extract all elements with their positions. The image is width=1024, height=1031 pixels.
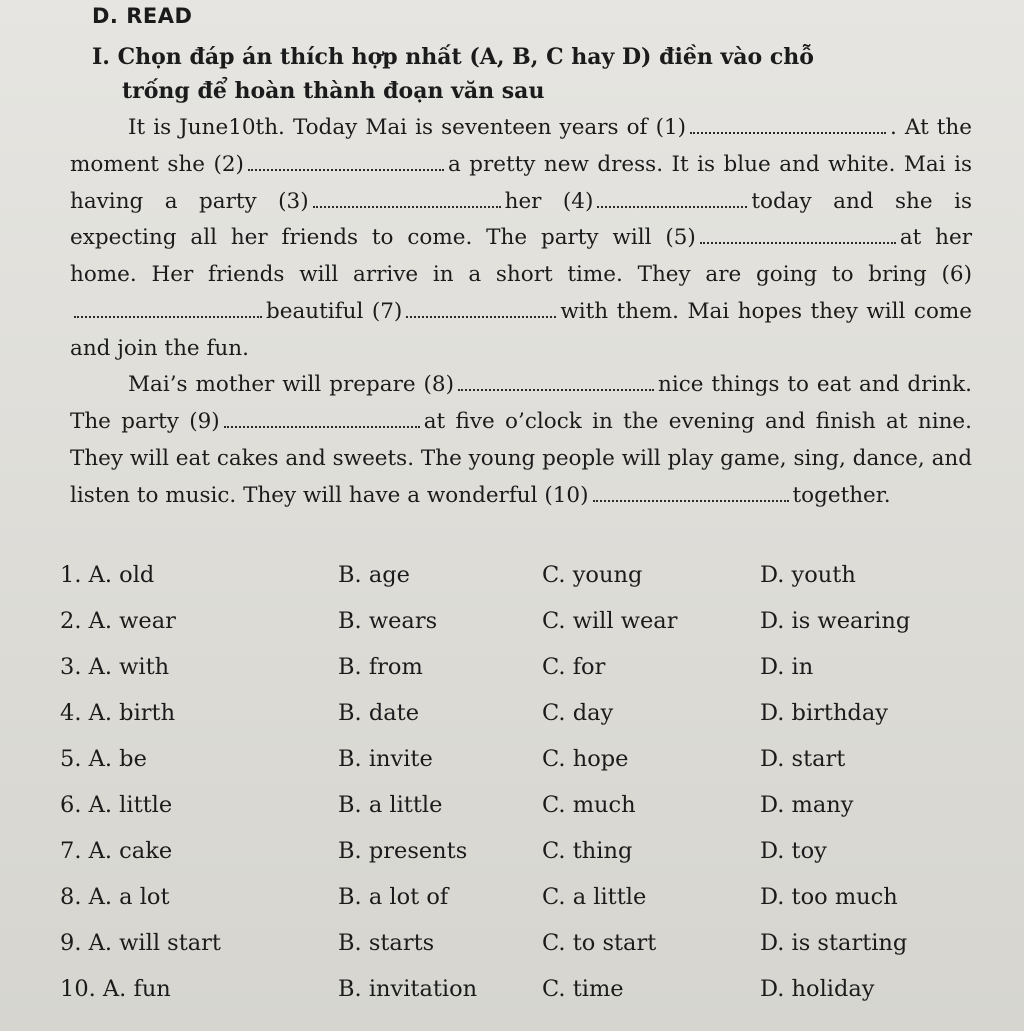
option-d[interactable]: D. toy: [760, 838, 827, 864]
passage-paragraph-1: [70, 110, 972, 367]
question-row-7: [20, 838, 980, 884]
blank-6[interactable]: [74, 295, 262, 317]
option-a[interactable]: 9. A. will start: [60, 930, 221, 956]
option-a[interactable]: 5. A. be: [60, 746, 147, 772]
option-d[interactable]: D. youth: [760, 562, 856, 588]
option-d[interactable]: D. start: [760, 746, 846, 772]
option-b[interactable]: B. date: [338, 700, 420, 726]
option-c[interactable]: C. thing: [542, 838, 633, 864]
question-row-4: [20, 700, 980, 746]
option-b[interactable]: B. starts: [338, 930, 435, 956]
section-heading: D. READ: [92, 4, 193, 28]
option-b[interactable]: B. invite: [338, 746, 433, 772]
option-b[interactable]: B. a little: [338, 792, 443, 818]
option-a[interactable]: 7. A. cake: [60, 838, 173, 864]
option-d[interactable]: D. birthday: [760, 700, 888, 726]
passage-text: today and she is expecting all her friends to come. The party will (5): [70, 188, 972, 251]
option-c[interactable]: C. much: [542, 792, 636, 818]
question-row-2: [20, 608, 980, 654]
blank-5[interactable]: [700, 222, 896, 244]
option-c[interactable]: C. will wear: [542, 608, 678, 634]
option-c[interactable]: C. young: [542, 562, 643, 588]
blank-7[interactable]: [406, 295, 556, 317]
option-a[interactable]: 8. A. a lot: [60, 884, 170, 910]
blank-8[interactable]: [458, 369, 654, 391]
option-c[interactable]: C. time: [542, 976, 624, 1002]
option-d[interactable]: D. many: [760, 792, 854, 818]
blank-1[interactable]: [690, 112, 886, 134]
instruction-line-2: trống để hoàn thành đoạn văn sau: [122, 78, 545, 105]
question-row-8: [20, 884, 980, 930]
blank-4[interactable]: [597, 185, 747, 207]
passage-text: at five o’clock in the evening and finish at nine. They will eat cakes and sweets. The young people will play game, sing, dance, and listen to music. They will have a wonderful (10): [70, 409, 972, 508]
blank-2[interactable]: [248, 148, 444, 170]
option-a[interactable]: 6. A. little: [60, 792, 173, 818]
option-b[interactable]: B. age: [338, 562, 410, 588]
passage-paragraph-2: [70, 367, 972, 514]
option-b[interactable]: B. presents: [338, 838, 468, 864]
question-row-10: [20, 976, 980, 1022]
passage-text: together.: [792, 482, 891, 508]
option-d[interactable]: D. is wearing: [760, 608, 911, 634]
option-b[interactable]: B. wears: [338, 608, 438, 634]
question-row-9: [20, 930, 980, 976]
passage-text: nice things to eat and drink. The party (9): [70, 372, 972, 434]
passage-text: with them. Mai hopes they will come and join the fun.: [70, 298, 972, 361]
option-d[interactable]: D. holiday: [760, 976, 875, 1002]
passage-text: It is June10th. Today Mai is seventeen years of (1): [128, 115, 687, 140]
option-d[interactable]: D. in: [760, 654, 814, 680]
blank-10[interactable]: [593, 479, 789, 501]
blank-9[interactable]: [224, 406, 420, 428]
option-d[interactable]: D. too much: [760, 884, 898, 910]
option-b[interactable]: B. invitation: [338, 976, 478, 1002]
option-c[interactable]: C. to start: [542, 930, 657, 956]
question-row-3: [20, 654, 980, 700]
question-row-5: [20, 746, 980, 792]
passage-text: her (4): [504, 188, 594, 214]
instruction-line-1: I. Chọn đáp án thích hợp nhất (A, B, C hay D) điền vào chỗ: [92, 44, 814, 70]
passage-text: at her home. Her friends will arrive in a short time. They are going to bring (6): [70, 225, 973, 287]
question-row-6: [20, 792, 980, 838]
option-a[interactable]: 2. A. wear: [60, 608, 176, 634]
instruction: [92, 40, 992, 108]
option-c[interactable]: C. a little: [542, 884, 647, 910]
option-c[interactable]: C. hope: [542, 746, 629, 772]
option-a[interactable]: 4. A. birth: [60, 700, 176, 726]
option-a[interactable]: 10. A. fun: [60, 976, 171, 1002]
option-a[interactable]: 3. A. with: [60, 654, 170, 680]
option-d[interactable]: D. is starting: [760, 930, 908, 956]
question-row-1: [20, 562, 980, 608]
option-a[interactable]: 1. A. old: [60, 562, 155, 588]
reading-passage: [70, 110, 972, 514]
option-c[interactable]: C. for: [542, 654, 606, 680]
passage-text: . At the moment she (2): [70, 115, 972, 177]
passage-text: a pretty new dress. It is blue and white. Mai is having a party (3): [70, 151, 972, 214]
answer-options: [20, 562, 980, 1022]
option-b[interactable]: B. a lot of: [338, 884, 449, 910]
option-b[interactable]: B. from: [338, 654, 423, 680]
passage-text: beautiful (7): [266, 298, 403, 324]
option-c[interactable]: C. day: [542, 700, 614, 726]
blank-3[interactable]: [313, 185, 501, 207]
passage-text: Mai’s mother will prepare (8): [128, 372, 454, 398]
